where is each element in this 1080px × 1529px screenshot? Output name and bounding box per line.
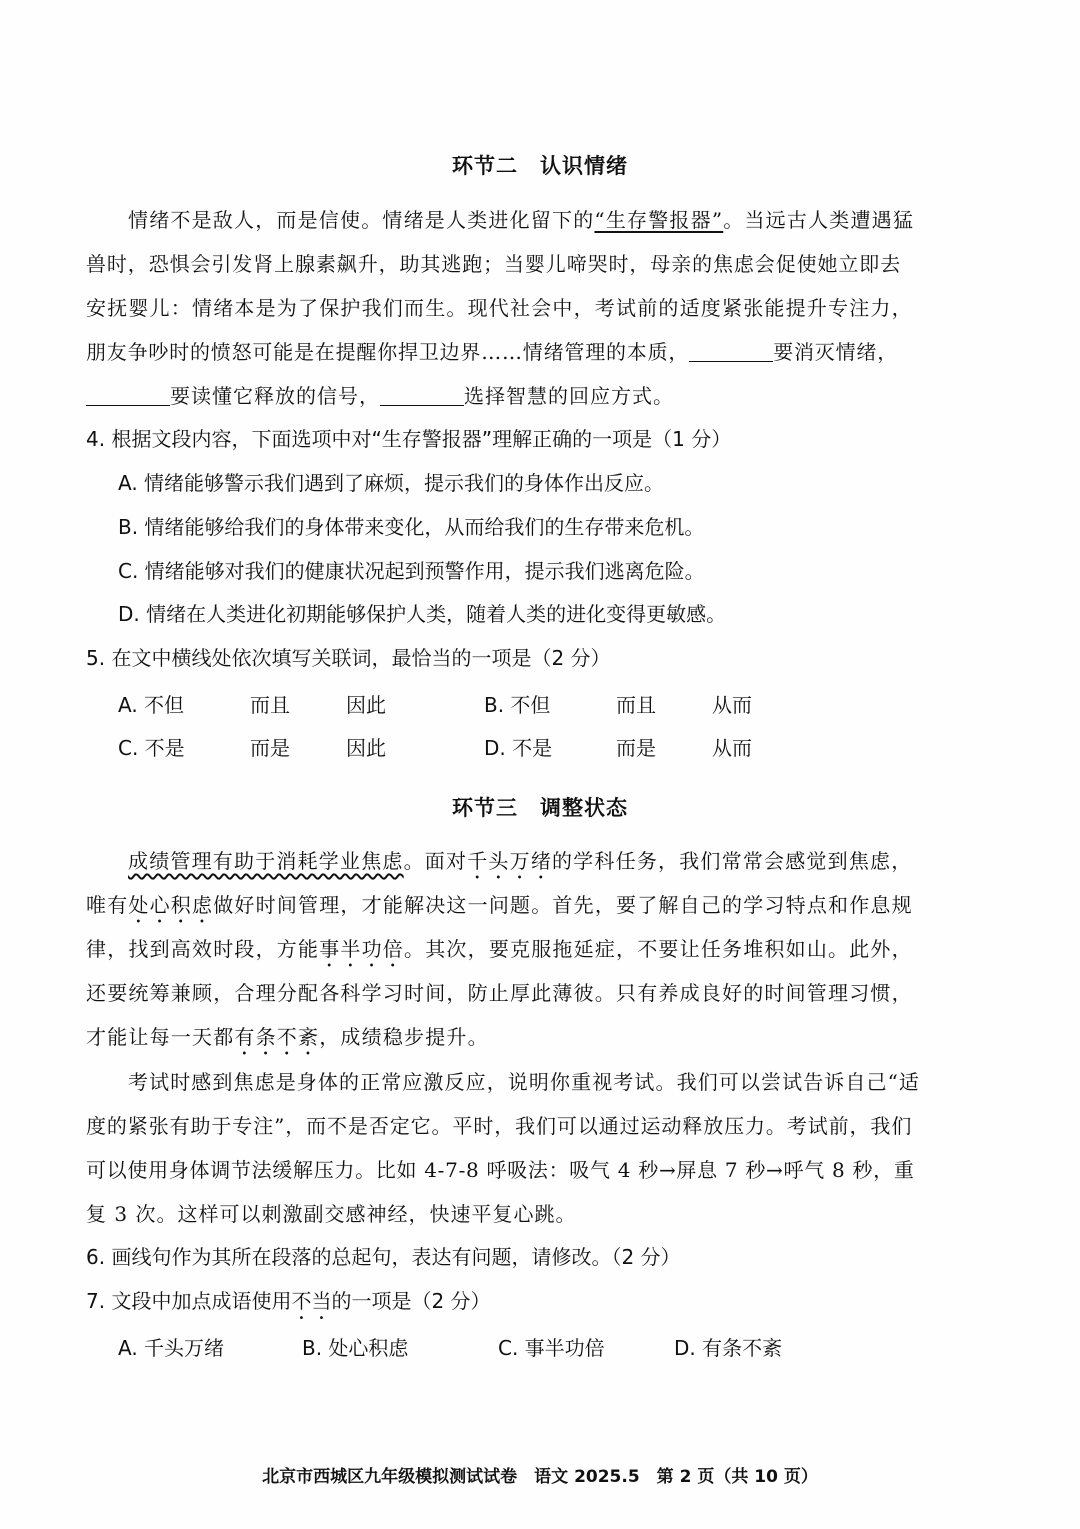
- question-4-option-b[interactable]: B. 情绪能够给我们的身体带来变化，从而给我们的生存带来危机。: [118, 515, 705, 539]
- section3-paragraph1-line-1: 成绩管理有助于消耗学业焦虑。面对千头万绪的学科任务，我们常常会感觉到焦虑，: [128, 849, 913, 873]
- question-7-stem: 7. 文段中加点成语使用不当的一项是（2 分）: [86, 1289, 491, 1313]
- question-7-option-c[interactable]: C. 事半功倍: [498, 1336, 605, 1360]
- page-footer: 北京市西城区九年级模拟测试试卷 语文 2025.5 第 2 页（共 10 页）: [262, 1467, 818, 1487]
- question-5-stem: 5. 在文中横线处依次填写关联词，最恰当的一项是（2 分）: [86, 646, 611, 670]
- section3-paragraph1-line-5: 才能让每一天都有条不紊，成绩稳步提升。: [86, 1025, 489, 1049]
- idiom-youtiaobuwen: 有条不紊: [234, 1025, 320, 1049]
- emphasis-not-appropriate: 不当: [291, 1289, 332, 1313]
- section3-paragraph2-line-1: 考试时感到焦虑是身体的正常应激反应，说明你重视考试。我们可以尝试告诉自己“适: [128, 1070, 921, 1094]
- blank-2: [86, 385, 170, 406]
- section3-paragraph1-line-3: 律，找到高效时段，方能事半功倍。其次，要克服拖延症，不要让任务堆积如山。此外，: [86, 937, 913, 961]
- section3-paragraph2-line-4: 复 3 次。这样可以刺激副交感神经，快速平复心跳。: [86, 1202, 577, 1226]
- survival-alarm-term: “生存警报器”: [594, 208, 724, 232]
- section2-paragraph-line-3: 安抚婴儿：情绪本是为了保护我们而生。现代社会中，考试前的适度紧张能提升专注力，: [86, 296, 913, 320]
- section2-paragraph-line-1: 情绪不是敌人，而是信使。情绪是人类进化留下的“生存警报器”。当远古人类遭遇猛: [128, 208, 915, 232]
- section2-paragraph-line-5: 要读懂它释放的信号， 选择智慧的回应方式。: [86, 384, 674, 408]
- question-7-option-d[interactable]: D. 有条不紊: [674, 1336, 783, 1360]
- section2-paragraph-line-2: 兽时，恐惧会引发肾上腺素飙升，助其逃跑；当婴儿啼哭时，母亲的焦虑会促使她立即去: [86, 252, 902, 276]
- section2-paragraph-line-4: 朋友争吵时的愤怒可能是在提醒你捍卫边界……情绪管理的本质， 要消灭情绪，: [86, 340, 899, 364]
- question-4-option-d[interactable]: D. 情绪在人类进化初期能够保护人类，随着人类的进化变得更敏感。: [118, 602, 727, 626]
- question-4-stem: 4. 根据文段内容，下面选项中对“生存警报器”理解正确的一项是（1 分）: [86, 427, 732, 451]
- section3-paragraph2-line-3: 可以使用身体调节法缓解压力。比如 4-7-8 呼吸法：吸气 4 秒→屏息 7 秒→呼气 8 秒，重: [86, 1158, 915, 1182]
- section3-title: 环节三 调整状态: [452, 796, 628, 820]
- idiom-qiantouwanxu: 千头万绪: [467, 849, 553, 873]
- question-4-option-a[interactable]: A. 情绪能够警示我们遇到了麻烦，提示我们的身体作出反应。: [118, 471, 665, 495]
- question-7-option-a[interactable]: A. 千头万绪: [118, 1336, 225, 1360]
- question-7-option-b[interactable]: B. 处心积虑: [302, 1336, 409, 1360]
- blank-1: [689, 341, 773, 362]
- idiom-chuxinjilv: 处心积虑: [128, 893, 214, 917]
- section3-paragraph1-line-2: 唯有处心积虑做好时间管理，才能解决这一问题。首先，要了解自己的学习特点和作息规: [86, 893, 913, 917]
- idiom-shibangongbei: 事半功倍: [319, 937, 405, 961]
- topic-sentence-underlined: 成绩管理有助于消耗学业焦虑: [128, 849, 404, 873]
- question-4-option-c[interactable]: C. 情绪能够对我们的健康状况起到预警作用，提示我们逃离危险。: [118, 559, 705, 583]
- blank-3: [380, 385, 464, 406]
- section3-paragraph2-line-2: 度的紧张有助于专注”，而不是否定它。平时，我们可以通过运动释放压力。考试前，我们: [86, 1114, 913, 1138]
- section2-title: 环节二 认识情绪: [452, 154, 628, 178]
- question-6-stem: 6. 画线句作为其所在段落的总起句，表达有问题，请修改。（2 分）: [86, 1245, 681, 1269]
- section3-paragraph1-line-4: 还要统筹兼顾，合理分配各科学习时间，防止厚此薄彼。只有养成良好的时间管理习惯，: [86, 981, 913, 1005]
- exam-page: 环节二 认识情绪 情绪不是敌人，而是信使。情绪是人类进化留下的“生存警报器”。当远古人类遭遇猛 兽时，恐惧会引发肾上腺素飙升，助其逃跑；当婴儿啼哭时，母亲的焦虑会促使她立即去 安抚婴儿：情绪本是为了保护我们而生。现代社会中，考试前的适度紧张能提升专注力， 朋友争吵时的愤怒可能是在提醒你捍卫边界……情绪管理的本质， 要消灭情绪， 要读懂它释放的信号， 选择智慧的回应方式。 4. 根据文段内容，下面选项中对“生存警报器”理解正确的一项是（1 分） A. 情绪能够警示我们遇到了麻烦，提示我们的身体作出反应。 B. 情绪能够给我们的身体带来变化，从而给我们的生存带来危机。 C. 情绪能够对我们的健康状况起到预警作用，提示我们逃离危险。 D. 情绪在人类进化初期能够保护人类，随着人类的进化变得更敏感。 5. 在文中横线处依次填写关联词，最恰当的一项是（2 分） A. 不但 而且 因此 B. 不但 而且 从而 C. 不是 而是 因此 D. 不是 而是 从而 环节三 调整状态 成绩管理有助于消耗学业焦虑。面对千头万绪的学科任务，我们常常会感觉到焦虑， 唯有处心积虑做好时间管理，才能解决这一问题。首先，要了解自己的学习特点和作息规 律，找到高效时段，方能事半功倍。其次，要克服拖延症，不要让任务堆积如山。此外， 还要统筹兼顾，合理分配各科学习时间，防止厚此薄彼。只有养成良好的时间管理习惯， 才能让每一天都有条不紊，成绩稳步提升。 考试时感到焦虑是身体的正常应激反应，说明你重视考试。我们可以尝试告诉自己“适 度的紧张有助于专注”，而不是否定它。平时，我们可以通过运动释放压力。考试前，我们 可以使用身体调节法缓解压力。比如 4-7-8 呼吸法：吸气 4 秒→屏息 7 秒→呼气 8 秒，重 复 3 次。这样可以刺激副交感神经，快速平复心跳。 6. 画线句作为其所在段落的总起句，表达有问题，请修改。（2 分） 7. 文段中加点成语使用不当的一项是（2 分） A. 千头万绪 B. 处心积虑 C. 事半功倍 D. 有条不紊 北京市西城区九年级模拟测试试卷 语文 2025.5 第 2 页（共 10 页）: [0, 0, 1080, 1529]
